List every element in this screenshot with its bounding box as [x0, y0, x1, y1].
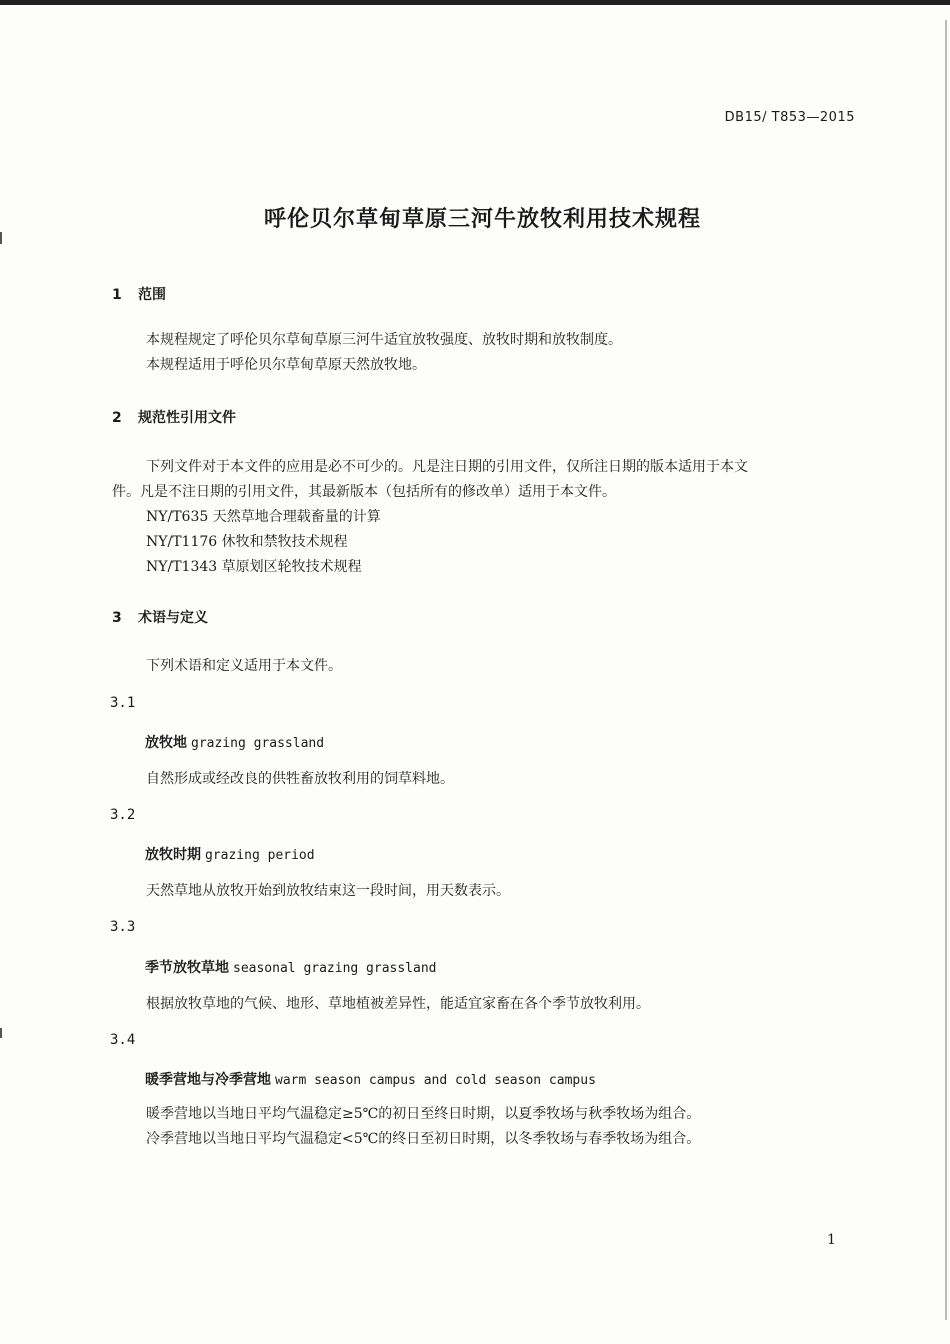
section-number: 3 [112, 610, 122, 626]
section-2-para-line-2: 件。凡是不注日期的引用文件，其最新版本（包括所有的修改单）适用于本文件。 [112, 484, 616, 500]
term-zh: 季节放牧草地 [145, 960, 229, 976]
term-definition: 自然形成或经改良的供牲畜放牧利用的饲草料地。 [146, 771, 454, 787]
term-number: 3.3 [110, 919, 136, 935]
section-title: 术语与定义 [138, 610, 208, 626]
section-1-heading [112, 284, 166, 304]
reference-item: NY/T635 天然草地合理载畜量的计算 [146, 509, 381, 525]
term-en: warm season campus and cold season campus [275, 1073, 596, 1088]
reference-item: NY/T1176 休牧和禁牧技术规程 [146, 534, 348, 550]
document-title: 呼伦贝尔草甸草原三河牛放牧利用技术规程 [263, 207, 701, 232]
section-title: 规范性引用文件 [138, 410, 236, 426]
section-3-intro: 下列术语和定义适用于本文件。 [146, 658, 342, 674]
term-heading [145, 957, 437, 977]
term-definition: 暖季营地以当地日平均气温稳定≥5℃的初日至终日时期，以夏季牧场与秋季牧场为组合。 [146, 1106, 701, 1122]
term-zh: 暖季营地与冷季营地 [145, 1072, 271, 1088]
scan-mark [0, 232, 2, 244]
term-definition: 冷季营地以当地日平均气温稳定<5℃的终日至初日时期，以冬季牧场与春季牧场为组合。 [146, 1131, 701, 1147]
term-heading [145, 1069, 596, 1089]
term-number: 3.2 [110, 807, 136, 823]
term-zh: 放牧地 [145, 735, 187, 751]
term-zh: 放牧时期 [145, 847, 201, 863]
term-en: seasonal grazing grassland [233, 961, 437, 976]
term-heading [145, 844, 315, 864]
term-en: grazing grassland [191, 736, 325, 751]
term-heading [145, 732, 324, 752]
section-3-heading [112, 607, 208, 627]
term-definition: 天然草地从放牧开始到放牧结束这一段时间，用天数表示。 [146, 883, 510, 899]
term-number: 3.1 [110, 695, 136, 711]
page-number: 1 [827, 1232, 836, 1248]
document-code: DB15/ T853—2015 [724, 110, 855, 125]
section-2-heading [112, 407, 236, 427]
page-top-edge [0, 0, 950, 5]
section-number: 2 [112, 410, 122, 426]
term-definition: 根据放牧草地的气候、地形、草地植被差异性，能适宜家畜在各个季节放牧利用。 [146, 996, 650, 1012]
section-title: 范围 [138, 287, 166, 303]
term-number: 3.4 [110, 1032, 136, 1048]
section-1-para-1: 本规程规定了呼伦贝尔草甸草原三河牛适宜放牧强度、放牧时期和放牧制度。 [146, 332, 622, 348]
section-2-para-line-1: 下列文件对于本文件的应用是必不可少的。凡是注日期的引用文件，仅所注日期的版本适用于本文 [146, 459, 748, 475]
section-1-para-2: 本规程适用于呼伦贝尔草甸草原天然放牧地。 [146, 357, 426, 373]
term-en: grazing period [205, 848, 315, 863]
section-number: 1 [112, 287, 122, 303]
reference-item: NY/T1343 草原划区轮牧技术规程 [146, 559, 362, 575]
scan-mark [0, 1028, 2, 1038]
